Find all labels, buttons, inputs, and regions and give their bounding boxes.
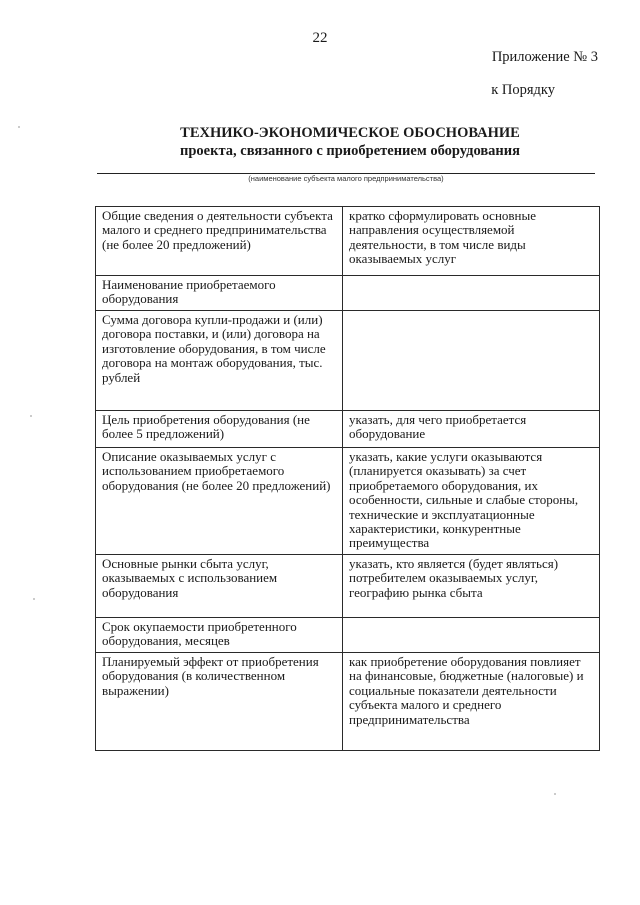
row-hint: как приобретение оборудования повлияет на финансовые, бюджетные (налоговые) и социальные показатели деятельности субъекта малого и среднего предпринимательства (343, 653, 600, 751)
row-hint: указать, кто является (будет являться) потребителем оказываемых услуг, географию рынка сбыта (343, 555, 600, 618)
row-label: Срок окупаемости приобретенного оборудования, месяцев (96, 618, 343, 653)
table-row (96, 555, 600, 618)
table-row (96, 207, 600, 276)
table-row (96, 411, 600, 448)
page-number: 22 (312, 30, 328, 46)
justification-table (95, 206, 600, 751)
table-row (96, 653, 600, 751)
table-row (96, 311, 600, 411)
scan-speck (554, 793, 556, 795)
row-hint: указать, какие услуги оказываются (планируется оказывать) за счет приобретаемого оборудования, их особенности, сильные и слабые стороны, технические и эксплуатационные характеристики, конкурентные преимущества (343, 448, 600, 555)
row-hint (343, 276, 600, 311)
table-row (96, 448, 600, 555)
row-label: Цель приобретения оборудования (не более 5 предложений) (96, 411, 343, 448)
row-label: Наименование приобретаемого оборудования (96, 276, 343, 311)
scan-speck (30, 415, 32, 417)
order-label: к Порядку (491, 82, 555, 98)
scan-speck (33, 598, 35, 600)
scan-speck (18, 126, 20, 128)
row-label: Сумма договора купли-продажи и (или) договора поставки, и (или) договора на изготовление оборудования, в том числе договора на монтаж оборудования, тыс. рублей (96, 311, 343, 411)
row-label: Основные рынки сбыта услуг, оказываемых с использованием оборудования (96, 555, 343, 618)
entity-name-caption: (наименование субъекта малого предпринимательства) (248, 174, 444, 183)
row-hint (343, 311, 600, 411)
appendix-label: Приложение № 3 (491, 49, 598, 65)
row-label: Описание оказываемых услуг с использованием приобретаемого оборудования (не более 20 предложений) (96, 448, 343, 555)
row-hint: указать, для чего приобретается оборудование (343, 411, 600, 448)
table-row (96, 618, 600, 653)
document-title: ТЕХНИКО-ЭКОНОМИЧЕСКОЕ ОБОСНОВАНИЕ (180, 125, 520, 141)
row-label: Общие сведения о деятельности субъекта малого и среднего предпринимательства (не более 20 предложений) (96, 207, 343, 276)
row-hint (343, 618, 600, 653)
row-label: Планируемый эффект от приобретения оборудования (в количественном выражении) (96, 653, 343, 751)
document-subtitle: проекта, связанного с приобретением оборудования (180, 143, 520, 159)
row-hint: кратко сформулировать основные направления осуществляемой деятельности, в том числе виды оказываемых услуг (343, 207, 600, 276)
table-row (96, 276, 600, 311)
